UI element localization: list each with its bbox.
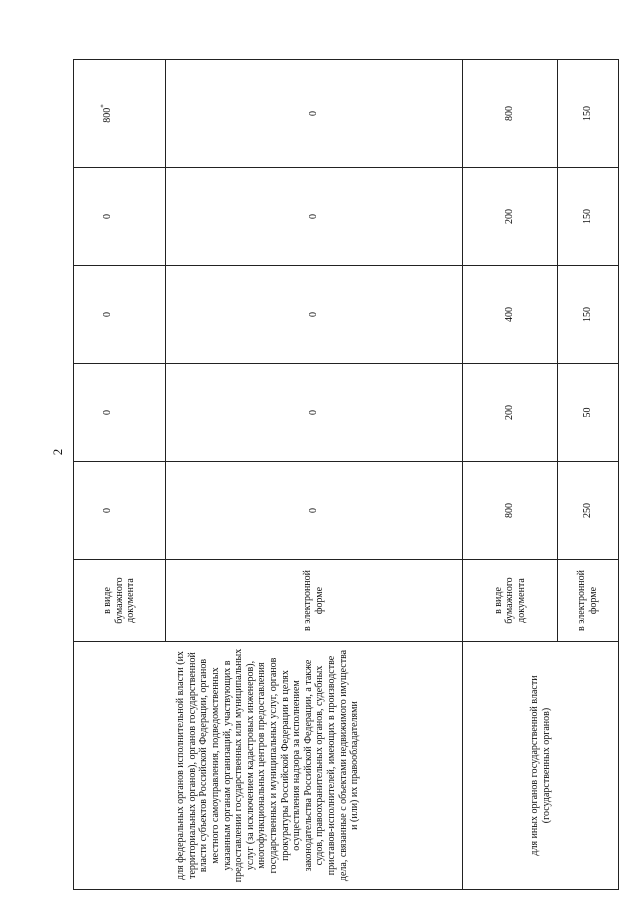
value-cell: 800 (463, 462, 558, 560)
footnote-mark: * (99, 104, 108, 108)
applicant-cell: для федеральных органов исполнительной власти (их территориальных органов), органов государственной власти субъектов Российской Федерации, органов местного самоуправления, подведомственных указанным органам организаций, участвующих в предоставлении государственных или муниципальных услуг (за исключением кадастровых инженеров), многофункциональных центров предоставления государственных и муниципальных услуг, органов прокуратуры Российской Федерации в целях осуществления надзора за исполнением законодательства Российской Федерации, а также судов, правоохранительных органов, судебных приставов-исполнителей, имеющих в производстве дела, связанные с объектами недвижимого имущества и (или) их правообладателями (74, 642, 463, 890)
form-cell: в виде бумажного документа (74, 560, 166, 642)
page-number: 2 (50, 448, 65, 456)
value-cell: 0 (166, 462, 463, 560)
applicant-cell: для иных органов государственной власти (государственных органов) (463, 642, 619, 890)
form-cell: в виде бумажного документа (463, 560, 558, 642)
value-cell: 200 (463, 168, 558, 266)
table-row (463, 60, 558, 890)
value-text: 800 (102, 107, 113, 123)
value-cell: 0 (74, 364, 166, 462)
value-cell: 0 (74, 462, 166, 560)
value-cell: 50 (558, 364, 619, 462)
form-cell: в электронной форме (558, 560, 619, 642)
value-cell: 200 (463, 364, 558, 462)
fee-table-container (73, 60, 618, 890)
value-cell: 0 (74, 266, 166, 364)
value-cell: 150 (558, 266, 619, 364)
value-cell: 250 (558, 462, 619, 560)
value-cell: 800 (463, 60, 558, 168)
value-cell: 0 (166, 364, 463, 462)
value-cell: 0 (166, 60, 463, 168)
form-cell: в электронной форме (166, 560, 463, 642)
value-cell: 400 (463, 266, 558, 364)
value-cell: 0 (166, 168, 463, 266)
value-cell: 0 (166, 266, 463, 364)
value-cell: 0 (74, 168, 166, 266)
value-cell (74, 60, 166, 168)
fee-table (73, 59, 619, 890)
value-cell: 150 (558, 60, 619, 168)
value-cell: 150 (558, 168, 619, 266)
table-row (74, 60, 166, 890)
